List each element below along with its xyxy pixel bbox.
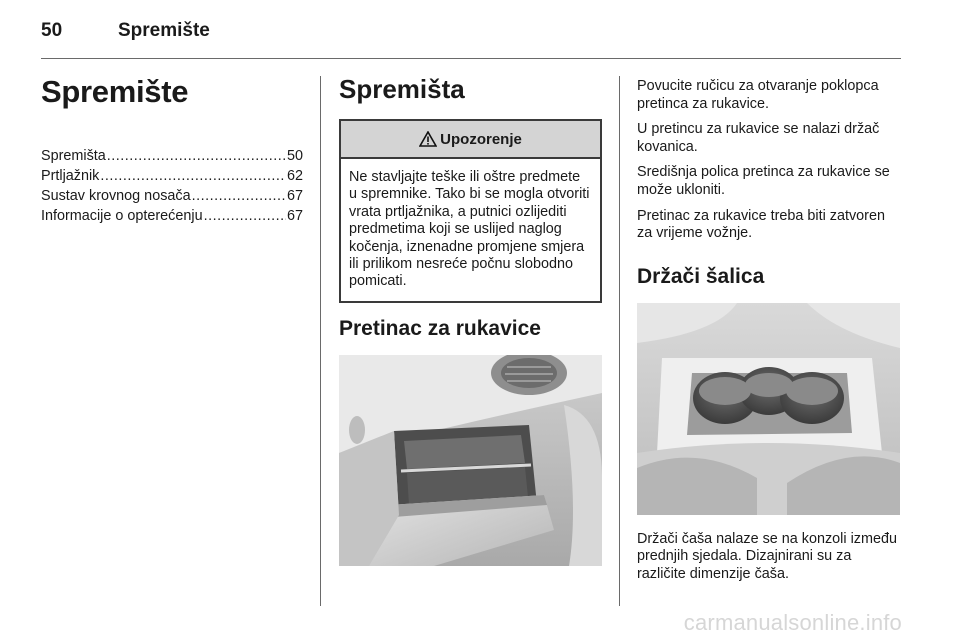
toc-leader-dots — [107, 146, 286, 166]
toc-entry-spremista[interactable] — [41, 146, 303, 166]
toc-entry-label: Informacije o opterećenju — [41, 208, 203, 224]
subsection-title-glovebox: Pretinac za rukavice — [339, 316, 541, 340]
toc-entry-opterecenje[interactable] — [41, 206, 303, 226]
warning-triangle-icon — [419, 131, 437, 147]
warning-box — [339, 119, 602, 303]
paragraph: Povucite ručicu za otvaranje poklopca pretinca za rukavice. — [637, 78, 879, 112]
toc-entry-label: Sustav krovnog nosača — [41, 188, 191, 204]
warning-heading-text: Upozorenje — [440, 130, 522, 148]
column-divider-2 — [619, 76, 620, 606]
cupholders-caption: Držači čaša nalaze se na konzoli između prednjih sjedala. Dizajnirani su za različite dimenzije čaša. — [637, 530, 897, 582]
content-column — [637, 78, 902, 592]
warning-body: Ne stavljajte teške ili oštre predmete u spremnike. Tako bi se mogla otvoriti vrata prtljažnika, a putnici ozlijediti predmetima koji se uslijed naglog kočenja, iznenadne promjene smjera ili prilikom nesreće počnu slobodno pomicati. — [349, 169, 590, 290]
section-column — [339, 74, 602, 566]
header-rule — [41, 58, 901, 59]
toc-leader-dots — [100, 166, 286, 186]
column-divider-1 — [320, 76, 321, 606]
toc-leader-dots — [192, 186, 286, 206]
toc-entry-page: 62 — [286, 168, 303, 184]
toc-entry-prtljaznik[interactable] — [41, 166, 303, 186]
toc-entry-page: 50 — [286, 148, 303, 164]
running-title: Spremište — [118, 20, 210, 41]
paragraph: Središnja polica pretinca za rukavice se može ukloniti. — [637, 164, 890, 198]
chapter-column — [41, 74, 303, 226]
watermark: carmanualsonline.info — [683, 610, 902, 635]
section-title: Spremišta — [339, 74, 465, 104]
toc-leader-dots — [204, 206, 286, 226]
toc-entry-page: 67 — [286, 208, 303, 224]
toc-entry-label: Spremišta — [41, 148, 106, 164]
table-of-contents — [41, 146, 303, 226]
chapter-title: Spremište — [41, 74, 189, 109]
subsection-title-cupholders: Držači šalica — [637, 264, 765, 288]
toc-entry-krovni-nosac[interactable] — [41, 186, 303, 206]
paragraph: Pretinac za rukavice treba biti zatvoren za vrijeme vožnje. — [637, 207, 885, 242]
toc-entry-label: Prtljažnik — [41, 168, 100, 184]
toc-entry-page: 67 — [286, 188, 303, 204]
cupholders-photo — [637, 303, 900, 515]
paragraph: U pretincu za rukavice se nalazi držač kovanica. — [637, 121, 880, 155]
page-number: 50 — [41, 20, 63, 41]
warning-heading — [341, 121, 600, 159]
page-header — [41, 20, 901, 60]
glovebox-photo — [339, 355, 602, 566]
